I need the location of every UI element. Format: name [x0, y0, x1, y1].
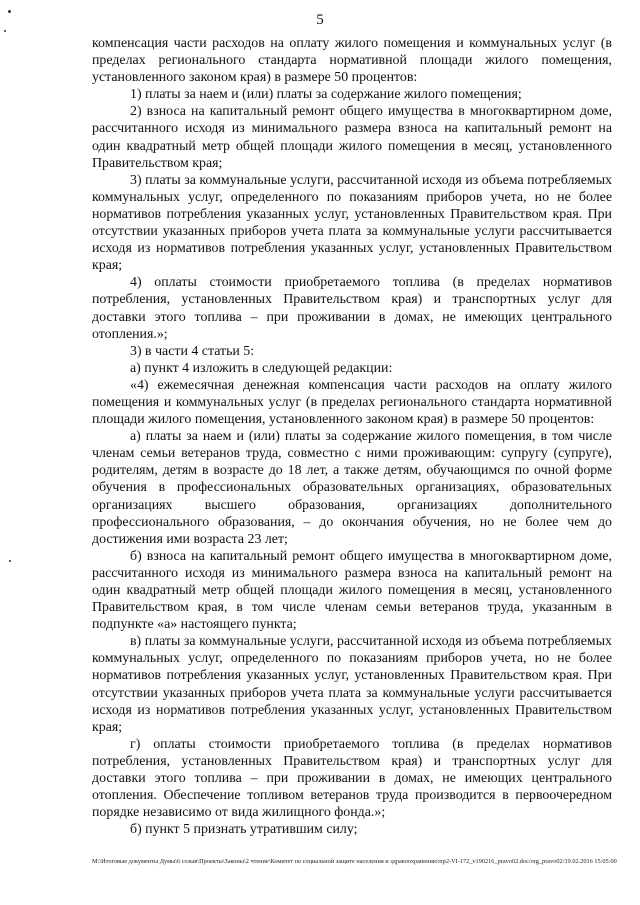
scan-speck — [4, 30, 6, 32]
paragraph: г) оплаты стоимости приобретаемого топлива (в пределах нормативов потребления, установленных Правительством края) и транспортных услуг для доставки этого топлива – при проживании в домах, не имеющих центрального отопления. Обеспечение топливом ветеранов труда производится в первоочередном порядке независимо от вида жилищного фонда.»; — [92, 736, 612, 821]
paragraph: 4) оплаты стоимости приобретаемого топлива (в пределах нормативов потребления, установленных Правительством края) и транспортных услуг для доставки этого топлива – при проживании в домах, не имеющих центрального отопления.»; — [92, 275, 612, 342]
paragraph: в) платы за коммунальные услуги, рассчитанной исходя из объема потребляемых коммунальных услуг, определенного по показаниям приборов учета, но не более нормативов потребления указанных услуг, установленных Правительством края. При отсутствии указанных приборов учета плата за коммунальные услуги рассчитывается исходя из нормативов потребления указанных услуг, установленных Правительством края; — [92, 634, 612, 735]
paragraph: «4) ежемесячная денежная компенсация части расходов на оплату жилого помещения и коммунальных услуг (в пределах регионального стандарта нормативной площади жилого помещения, установленного законом края) в размере 50 процентов: — [92, 377, 612, 428]
paragraph: б) пункт 5 признать утратившим силу; — [130, 822, 358, 838]
paragraph: 3) в части 4 статьи 5: — [130, 343, 255, 359]
paragraph: а) платы за наем и (или) платы за содержание жилого помещения, в том числе членам семьи ветеранов труда, совместно с ними проживающим: супругу (супруге), родителям, детям в возрасте до 18 лет, а также детям, обучающимся по очной форме обучения в профессиональных образовательных организациях, образовательных организациях высшего образования, организациях дополнительного профессионального образования, – до окончания обучения, но не более чем до достижения ими возраста 23 лет; — [92, 429, 612, 547]
paragraph: 2) взноса на капитальный ремонт общего имущества в многоквартирном доме, рассчитанного исходя из минимального размера взноса на капитальный ремонт на один квадратный метр общей площади жилого помещения в месяц, установленного Правительством края; — [92, 104, 612, 171]
paragraph: 1) платы за наем и (или) платы за содержание жилого помещения; — [130, 87, 522, 103]
paragraph: а) пункт 4 изложить в следующей редакции: — [130, 360, 393, 376]
paragraph: 3) платы за коммунальные услуги, рассчитанной исходя из объема потребляемых коммунальных услуг, определенного по показаниям приборов учета, но не более нормативов потребления указанных услуг, установленных Правительством края. При отсутствии указанных приборов учета плата за коммунальные услуги рассчитывается исходя из нормативов потребления указанных услуг, установленных Правительством края; — [92, 172, 612, 274]
page-number: 5 — [316, 12, 324, 28]
file-path-footer: М:\Итоговые документы Думы\6 созыв\Проекты\Законы\2 чтение\Комитет по социальной защите населения и здравоохранению\пр2-VI-172_v190216_pravo02.doc/org_pravo02/19.02.2016 15:05:00 — [92, 858, 617, 865]
paragraph: б) взноса на капитальный ремонт общего имущества в многоквартирном доме, рассчитанного исходя из минимального размера взноса на капитальный ремонт на один квадратный метр общей площади жилого помещения в месяц, установленного Правительством края, в том числе членам семьи ветеранов труда, указанным в подпункте «а» настоящего пункта; — [92, 548, 612, 633]
document-body — [92, 35, 612, 838]
paragraph: компенсация части расходов на оплату жилого помещения и коммунальных услуг (в пределах регионального стандарта нормативной площади жилого помещения, установленного законом края) в размере 50 процентов: — [92, 36, 612, 86]
scan-speck — [9, 560, 11, 562]
